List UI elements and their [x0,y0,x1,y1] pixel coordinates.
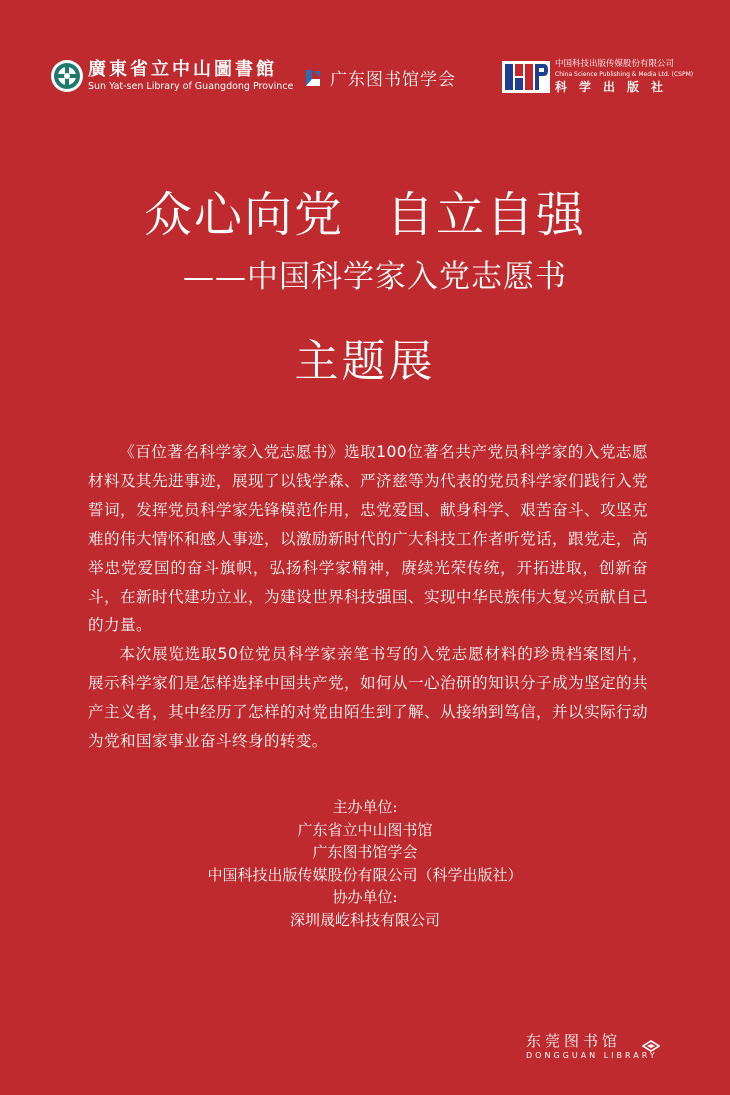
sysu-library-logo [50,59,293,93]
host-label: 主办单位: [332,798,398,816]
science-press-company-cn: 中国科技出版传媒股份有限公司 [555,59,675,69]
science-press-name: 科学出版社 [555,80,676,94]
dongguan-library-name-cn: 东莞图书馆 [526,1032,622,1050]
science-press-logo [502,59,693,95]
intro-text [88,438,648,756]
dongguan-library-logo [526,1032,658,1062]
organizers [0,796,730,932]
host-item: 广东图书馆学会 [312,843,418,862]
subtitle: ——中国科学家入党志愿书 [183,259,567,295]
sysu-library-name-cn: 廣東省立中山圖書館 [88,58,277,80]
partner-logos [0,55,730,105]
dongguan-library-logo-icon [642,1038,660,1054]
host-item: 广东省立中山图书馆 [297,820,433,839]
sysu-library-name-en: Sun Yat-sen Library of Guangdong Province [88,80,294,92]
science-press-company-en: China Science Publishing & Media Ltd. (CSPM) [555,71,694,78]
library-emblem-icon [50,59,84,93]
intro-paragraph-1: 《百位著名科学家入党志愿书》选取100位著名共产党员科学家的入党志愿材料及其先进事迹，展现了以钱学森、严济慈等为代表的党员科学家们践行入党誓词，发挥党员科学家先锋模范作用，忠党爱国、献身科学、艰苦奋斗、攻坚克难的伟大情怀和感人事迹，以激励新时代的广大科技工作者听党话，跟党走，高举忠党爱国的奋斗旗帜，弘扬科学家精神，赓续光荣传统，开拓进取，创新奋斗，在新时代建功立业，为建设世界科技强国、实现中华民族伟大复兴贡献自己的力量。 [88,443,648,635]
theme-title: 主题展 [294,336,436,387]
main-title-right: 自立自强 [386,187,587,243]
dongguan-library-name-en: DONGGUAN LIBRARY [526,1051,658,1060]
main-title [0,185,730,245]
host-item: 中国科技出版传媒股份有限公司（科学出版社） [207,865,523,884]
cspm-logo-icon [502,61,550,93]
main-title-left: 众心向党 [143,187,344,243]
co-host-item: 深圳晟屹科技有限公司 [289,910,440,929]
society-logo-icon [302,67,324,89]
gd-library-society-logo [302,65,456,90]
co-host-label: 协办单位: [332,888,398,907]
intro-paragraph-2: 本次展览选取50位党员科学家亲笔书写的入党志愿材料的珍贵档案图片，展示科学家们是怎样选择中国共产党，如何从一心治研的知识分子成为坚定的共产主义者，其中经历了怎样的对党由陌生到了解、从接纳到笃信，并以实际行动为党和国家事业奋斗终身的转变。 [88,645,648,751]
gd-library-society-name: 广东图书馆学会 [330,70,456,90]
